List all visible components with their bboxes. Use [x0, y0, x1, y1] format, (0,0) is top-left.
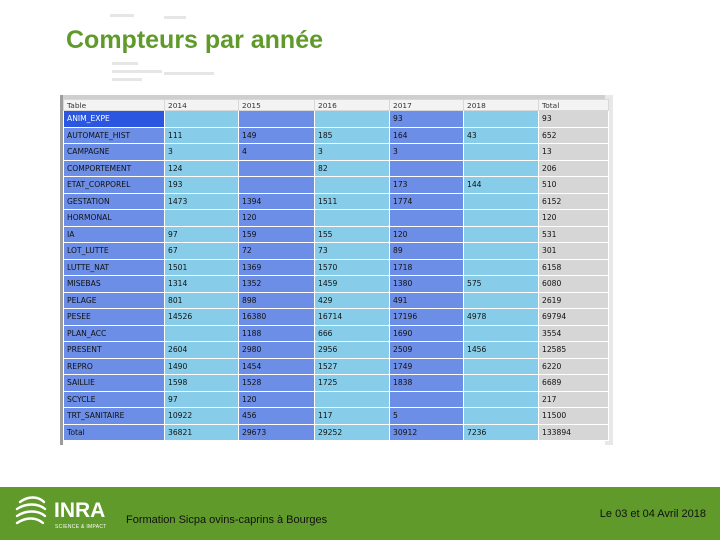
title-decoration-bar	[164, 16, 186, 19]
count-cell[interactable]: 1527	[315, 358, 390, 375]
count-cell[interactable]	[464, 292, 539, 309]
count-cell[interactable]: 1528	[239, 375, 315, 392]
count-cell[interactable]: 185	[315, 127, 390, 144]
count-cell[interactable]: 111	[165, 127, 239, 144]
count-cell[interactable]: 1725	[315, 375, 390, 392]
count-cell[interactable]: 155	[315, 226, 390, 243]
count-cell[interactable]	[390, 391, 464, 408]
count-cell[interactable]	[464, 391, 539, 408]
table-name-cell[interactable]: COMPORTEMENT	[64, 160, 165, 177]
table-name-cell[interactable]: HORMONAL	[64, 210, 165, 227]
count-cell[interactable]	[165, 210, 239, 227]
count-cell[interactable]: 491	[390, 292, 464, 309]
count-cell[interactable]: 898	[239, 292, 315, 309]
total-label-cell[interactable]: Total	[64, 424, 165, 441]
count-cell[interactable]: 67	[165, 243, 239, 260]
table-name-cell[interactable]: PLAN_ACC	[64, 325, 165, 342]
count-cell[interactable]: 1454	[239, 358, 315, 375]
count-cell[interactable]: 1352	[239, 276, 315, 293]
table-row[interactable]	[64, 309, 609, 326]
count-cell[interactable]	[239, 177, 315, 194]
table-row[interactable]	[64, 342, 609, 359]
count-cell[interactable]: 1501	[165, 259, 239, 276]
count-cell[interactable]	[464, 408, 539, 425]
total-row[interactable]	[64, 424, 609, 441]
column-header[interactable]: 2015	[239, 100, 315, 111]
count-cell[interactable]: 429	[315, 292, 390, 309]
count-cell[interactable]: 14526	[165, 309, 239, 326]
count-cell[interactable]: 6220	[539, 358, 609, 375]
count-cell[interactable]: 4978	[464, 309, 539, 326]
total-cell[interactable]: 7236	[464, 424, 539, 441]
table-row[interactable]	[64, 243, 609, 260]
table-name-cell[interactable]: PELAGE	[64, 292, 165, 309]
count-cell[interactable]: 3554	[539, 325, 609, 342]
count-cell[interactable]: 144	[464, 177, 539, 194]
table-row[interactable]	[64, 144, 609, 161]
table-row[interactable]	[64, 325, 609, 342]
table-name-cell[interactable]: PESEE	[64, 309, 165, 326]
table-row[interactable]	[64, 127, 609, 144]
table-name-cell[interactable]: LUTTE_NAT	[64, 259, 165, 276]
count-cell[interactable]: 1570	[315, 259, 390, 276]
count-cell[interactable]: 510	[539, 177, 609, 194]
table-row[interactable]	[64, 226, 609, 243]
count-cell[interactable]: 193	[165, 177, 239, 194]
count-cell[interactable]: 72	[239, 243, 315, 260]
count-cell[interactable]	[464, 144, 539, 161]
count-cell[interactable]: 117	[315, 408, 390, 425]
table-row[interactable]	[64, 193, 609, 210]
count-cell[interactable]	[239, 160, 315, 177]
count-cell[interactable]: 652	[539, 127, 609, 144]
count-cell[interactable]: 1690	[390, 325, 464, 342]
count-cell[interactable]	[464, 111, 539, 128]
count-cell[interactable]: 1718	[390, 259, 464, 276]
table-name-cell[interactable]: MISEBAS	[64, 276, 165, 293]
count-cell[interactable]	[165, 325, 239, 342]
table-row[interactable]	[64, 210, 609, 227]
table-row[interactable]	[64, 375, 609, 392]
column-header[interactable]: Table	[64, 100, 165, 111]
count-cell[interactable]	[464, 210, 539, 227]
title-decoration-bar	[164, 72, 214, 75]
count-cell[interactable]: 6080	[539, 276, 609, 293]
table-row[interactable]	[64, 292, 609, 309]
count-cell[interactable]	[390, 210, 464, 227]
count-cell[interactable]: 73	[315, 243, 390, 260]
table-name-cell[interactable]: TRT_SANITAIRE	[64, 408, 165, 425]
count-cell[interactable]: 1394	[239, 193, 315, 210]
count-cell[interactable]: 10922	[165, 408, 239, 425]
table-body	[64, 111, 609, 441]
count-cell[interactable]: 1749	[390, 358, 464, 375]
count-cell[interactable]: 2619	[539, 292, 609, 309]
column-header[interactable]: 2016	[315, 100, 390, 111]
column-header[interactable]: 2017	[390, 100, 464, 111]
count-cell[interactable]: 5	[390, 408, 464, 425]
count-cell[interactable]: 2980	[239, 342, 315, 359]
count-cell[interactable]: 456	[239, 408, 315, 425]
count-cell[interactable]: 1774	[390, 193, 464, 210]
count-cell[interactable]: 120	[539, 210, 609, 227]
count-cell[interactable]: 89	[390, 243, 464, 260]
count-cell[interactable]: 4	[239, 144, 315, 161]
count-cell[interactable]	[464, 259, 539, 276]
table-row[interactable]	[64, 408, 609, 425]
table-row[interactable]	[64, 160, 609, 177]
count-cell[interactable]: 1459	[315, 276, 390, 293]
count-cell[interactable]	[315, 177, 390, 194]
count-cell[interactable]	[464, 226, 539, 243]
count-cell[interactable]	[464, 243, 539, 260]
table-row[interactable]	[64, 111, 609, 128]
count-cell[interactable]: 97	[165, 391, 239, 408]
table-name-cell[interactable]: CAMPAGNE	[64, 144, 165, 161]
count-cell[interactable]: 301	[539, 243, 609, 260]
count-cell[interactable]: 17196	[390, 309, 464, 326]
count-cell[interactable]	[464, 325, 539, 342]
table-row[interactable]	[64, 358, 609, 375]
count-cell[interactable]: 1511	[315, 193, 390, 210]
count-cell[interactable]: 2604	[165, 342, 239, 359]
count-cell[interactable]: 6152	[539, 193, 609, 210]
count-cell[interactable]: 120	[239, 391, 315, 408]
count-cell[interactable]: 12585	[539, 342, 609, 359]
count-cell[interactable]: 3	[165, 144, 239, 161]
count-cell[interactable]: 3	[390, 144, 464, 161]
inra-logo-icon	[14, 494, 48, 530]
count-cell[interactable]: 1598	[165, 375, 239, 392]
title-decoration-bar	[110, 14, 134, 17]
table-row[interactable]	[64, 177, 609, 194]
counts-table	[63, 99, 609, 441]
count-cell[interactable]: 6158	[539, 259, 609, 276]
title-decoration-bar	[112, 78, 142, 81]
count-cell[interactable]: 6689	[539, 375, 609, 392]
count-cell[interactable]	[390, 160, 464, 177]
count-cell[interactable]: 43	[464, 127, 539, 144]
count-cell[interactable]	[464, 193, 539, 210]
table-name-cell[interactable]: ANIM_EXPE	[64, 111, 165, 128]
column-header[interactable]: 2018	[464, 100, 539, 111]
title-decoration-bar	[112, 62, 138, 65]
count-cell[interactable]: 97	[165, 226, 239, 243]
count-cell[interactable]: 159	[239, 226, 315, 243]
count-cell[interactable]: 1838	[390, 375, 464, 392]
count-cell[interactable]: 801	[165, 292, 239, 309]
count-cell[interactable]: 531	[539, 226, 609, 243]
count-cell[interactable]: 1369	[239, 259, 315, 276]
count-cell[interactable]: 206	[539, 160, 609, 177]
total-cell[interactable]: 36821	[165, 424, 239, 441]
count-cell[interactable]: 82	[315, 160, 390, 177]
table-name-cell[interactable]: IA	[64, 226, 165, 243]
total-cell[interactable]: 29673	[239, 424, 315, 441]
count-cell[interactable]: 1314	[165, 276, 239, 293]
footer-date: Le 03 et 04 Avril 2018	[599, 508, 706, 520]
count-cell[interactable]: 93	[390, 111, 464, 128]
logo-subtitle: SCIENCE & IMPACT	[55, 524, 107, 530]
count-cell[interactable]: 173	[390, 177, 464, 194]
count-cell[interactable]: 575	[464, 276, 539, 293]
count-cell[interactable]: 1490	[165, 358, 239, 375]
count-cell[interactable]: 124	[165, 160, 239, 177]
count-cell[interactable]: 120	[390, 226, 464, 243]
table-name-cell[interactable]: PRESENT	[64, 342, 165, 359]
total-cell[interactable]: 30912	[390, 424, 464, 441]
count-cell[interactable]	[464, 160, 539, 177]
table-name-cell[interactable]: LOT_LUTTE	[64, 243, 165, 260]
table-name-cell[interactable]: GESTATION	[64, 193, 165, 210]
table-row[interactable]	[64, 391, 609, 408]
title-decoration-bar	[112, 70, 162, 73]
count-cell[interactable]: 69794	[539, 309, 609, 326]
count-cell[interactable]	[464, 358, 539, 375]
count-cell[interactable]	[315, 391, 390, 408]
count-cell[interactable]: 164	[390, 127, 464, 144]
footer-event-title: Formation Sicpa ovins-caprins à Bourges	[126, 514, 328, 526]
count-cell[interactable]	[315, 210, 390, 227]
count-cell[interactable]: 11500	[539, 408, 609, 425]
table-name-cell[interactable]: REPRO	[64, 358, 165, 375]
table-name-cell[interactable]: SAILLIE	[64, 375, 165, 392]
count-cell[interactable]	[464, 375, 539, 392]
count-cell[interactable]: 16380	[239, 309, 315, 326]
count-cell[interactable]: 2509	[390, 342, 464, 359]
table-name-cell[interactable]: SCYCLE	[64, 391, 165, 408]
table-header	[64, 100, 609, 111]
count-cell[interactable]: 120	[239, 210, 315, 227]
count-cell[interactable]	[239, 111, 315, 128]
count-cell[interactable]	[315, 111, 390, 128]
logo-text: INRA	[54, 499, 106, 522]
count-cell[interactable]: 1380	[390, 276, 464, 293]
total-cell[interactable]: 133894	[539, 424, 609, 441]
count-cell[interactable]	[165, 111, 239, 128]
count-cell[interactable]: 666	[315, 325, 390, 342]
count-cell[interactable]: 1188	[239, 325, 315, 342]
table-name-cell[interactable]: AUTOMATE_HIST	[64, 127, 165, 144]
count-cell[interactable]: 13	[539, 144, 609, 161]
column-header[interactable]: 2014	[165, 100, 239, 111]
slide-title: Compteurs par année	[66, 26, 324, 54]
count-cell[interactable]: 217	[539, 391, 609, 408]
count-cell[interactable]: 93	[539, 111, 609, 128]
table-name-cell[interactable]: ETAT_CORPOREL	[64, 177, 165, 194]
count-cell[interactable]: 2956	[315, 342, 390, 359]
count-cell[interactable]: 1456	[464, 342, 539, 359]
counts-grid-screenshot	[60, 95, 613, 445]
count-cell[interactable]: 149	[239, 127, 315, 144]
table-row[interactable]	[64, 259, 609, 276]
total-cell[interactable]: 29252	[315, 424, 390, 441]
header-row	[64, 100, 609, 111]
count-cell[interactable]: 3	[315, 144, 390, 161]
count-cell[interactable]: 1473	[165, 193, 239, 210]
count-cell[interactable]: 16714	[315, 309, 390, 326]
table-row[interactable]	[64, 276, 609, 293]
column-header[interactable]: Total	[539, 100, 609, 111]
